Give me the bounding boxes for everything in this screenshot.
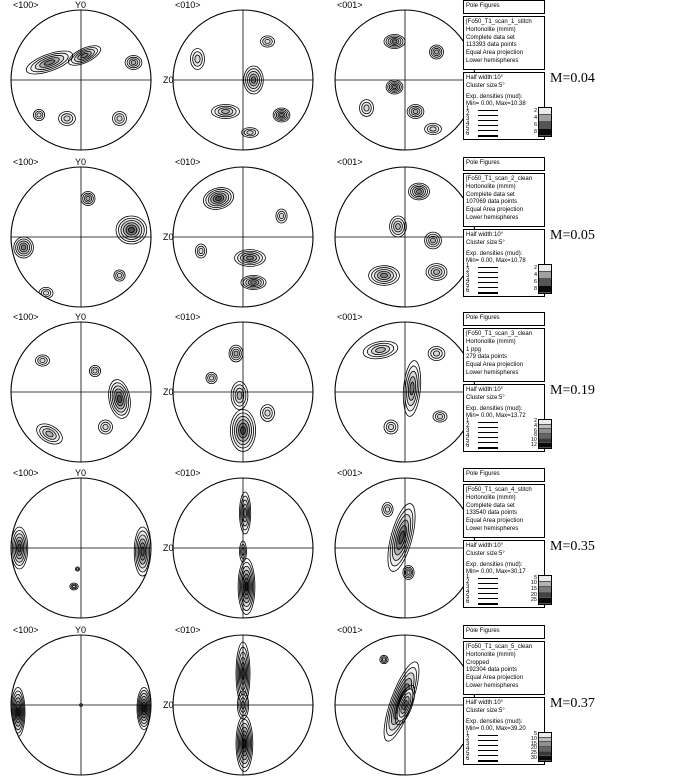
density-key-line [478,292,498,294]
density-key-number: 6 [466,443,470,449]
ramp-step [539,265,551,272]
pole-figures-title: Pole Figures [466,160,500,166]
contour-line [279,213,283,218]
cluster-size-text: Cluster size:5° [466,707,505,714]
density-key-line [478,755,498,756]
pole-figures-title-box [463,625,545,639]
contour-line [385,507,389,512]
ramp-label: 2 [533,264,537,271]
density-key-number: 3 [466,741,470,747]
density-key-number: 4 [466,121,470,127]
density-key-number: 6 [466,131,470,137]
pole-figure [335,157,475,307]
contour-line [117,273,121,277]
density-key-number: 6 [466,756,470,762]
ramp-label: 2 [533,107,537,114]
min-max-text: Min= 0.00, Max=39.20 [466,726,526,733]
contour-line [413,110,418,114]
pole-figures-title: Pole Figures [466,471,500,477]
density-key-number: 2 [466,736,470,742]
dataset-info-lines [466,331,532,378]
contour-line [72,585,75,588]
ramp-step [539,108,551,115]
contour-line [407,571,410,575]
data-points: 113393 data points [466,42,517,49]
half-width-text: Half width:10° [466,232,504,238]
scan-name: [Fo50_T1_scan_4_stitch [466,487,532,493]
contour-line [199,248,203,253]
pole-figure [163,0,313,150]
density-key-number: 3 [466,584,470,590]
ramp-step [539,443,551,448]
exp-densities-text: Exp. densities (mud): [466,405,523,412]
density-key-number: 2 [466,423,470,429]
projection-type: Equal Area projection [466,207,524,214]
ramp-label: 6 [533,427,537,434]
scan-name: [Fo50_T1_scan_1_stitch [466,19,532,25]
contour-line [265,39,270,43]
contour-line [117,116,122,121]
cluster-size-text: Cluster size:5° [466,239,505,246]
phase-name: Hortonolite (mmm) [466,338,516,345]
dataset-info-lines [466,19,532,66]
m-index-value: M=0.35 [550,539,595,554]
exp-densities-text: Exp. densities (mud): [466,561,523,568]
density-key-line [478,740,498,741]
ramp-label: 20 [530,745,537,752]
legend-text [466,387,526,421]
pole-figure [335,312,475,462]
density-key-row [466,600,536,607]
m-index-value: M=0.19 [550,383,595,398]
contour-line [431,238,436,243]
subset-name: Complete data set [466,191,515,198]
data-points: 107069 data points [466,199,518,206]
pole-figure [163,157,313,307]
phase-name: Hortonolite (mmm) [466,183,516,190]
crystal-axis-label: <100> [13,157,39,167]
pole-figure [11,312,151,462]
ramp-label: 8 [533,128,537,135]
exp-densities-text: Exp. densities (mud): [466,718,523,725]
ramp-step [539,272,551,279]
density-key-line [478,130,498,131]
phase-name: Hortonolite (mmm) [466,494,516,501]
density-key-line [478,135,498,137]
contour-line [143,705,145,712]
crystal-axis-label: <100> [13,312,39,322]
pole-figures-title-box [463,157,545,171]
density-key-line [478,422,498,423]
min-max-text: Min= 0.00, Max=30.17 [466,569,526,576]
subset-name: Complete data set [466,34,515,41]
density-key-number: 5 [466,594,470,600]
hemisphere-type: Lower hemispheres [466,682,519,689]
pole-figure [335,0,475,150]
density-key-line [478,447,498,449]
density-key-number: 5 [466,283,470,289]
density-key-line [478,578,498,579]
half-width-text: Half width:10° [466,387,504,393]
density-legend-box [463,384,545,452]
density-key-number: 5 [466,126,470,132]
dataset-info-box [463,328,545,382]
ramp-step [539,122,551,129]
pole-figures-title: Pole Figures [466,3,500,9]
contour-line [209,376,213,380]
ramp-label: 6 [533,278,537,285]
density-key-line [478,760,498,762]
density-key-line [478,110,498,111]
density-key-number: 6 [466,599,470,605]
density-key-number: 1 [466,731,470,737]
legend-text [466,543,526,577]
ramp-label: 10 [530,437,537,443]
pole-figure [11,157,151,307]
ramp-label: 4 [533,423,537,429]
pole-figures-title-box [463,312,545,326]
contour-line [93,369,97,373]
density-key-line [478,120,498,121]
density-key-row [466,132,536,139]
ramp-step [539,279,551,286]
projection-type: Equal Area projection [466,362,524,369]
contour-line [21,245,26,250]
contour-line [364,105,369,111]
half-width-text: Half width:10° [466,700,504,706]
pole-figure [163,468,313,618]
ramp-label: 8 [533,285,537,292]
crystal-axis-label: <100> [13,468,39,478]
z0-label: Z0 [163,543,174,553]
contour-line [43,291,48,295]
hemisphere-type: Lower hemispheres [466,369,519,376]
ramp-label: 5 [533,731,537,738]
grayscale-ramp [538,419,552,449]
dataset-info-box [463,173,545,227]
crystal-axis-label: <001> [337,312,363,322]
contour-line [388,424,393,429]
ramp-step [539,756,551,761]
dataset-info-lines [466,644,532,691]
ramp-label: 6 [533,121,537,128]
y0-label: Y0 [75,312,87,322]
crystal-axis-label: <010> [175,625,201,635]
dataset-info-lines [466,176,532,223]
grayscale-ramp [538,264,552,294]
y0-label: Y0 [75,157,87,167]
contour-line [434,270,440,275]
density-key-line [478,437,498,438]
z0-label: Z0 [163,387,174,397]
projection-type: Equal Area projection [466,518,524,525]
crystal-axis-label: <001> [337,468,363,478]
density-key-number: 1 [466,263,470,269]
exp-densities-text: Exp. densities (mud): [466,93,523,100]
legend-text [466,75,526,109]
density-key-number: 1 [466,574,470,580]
contour-line [76,568,78,570]
y0-label: Y0 [75,625,87,635]
half-width-text: Half width:10° [466,543,504,549]
crystal-axis-label: <010> [175,157,201,167]
projection-type: Equal Area projection [466,675,524,682]
legend-text [466,700,526,734]
scan-name: [Fo50_T1_scan_5_clean [466,644,533,650]
dataset-info-box [463,16,545,70]
density-key-number: 1 [466,106,470,112]
density-key-line [478,427,498,428]
density-key-line [478,442,498,443]
density-key-number: 6 [466,288,470,294]
ramp-label: 8 [533,432,537,439]
y0-label: Y0 [75,0,87,10]
pole-figure [335,468,475,618]
ramp-label: 30 [530,754,537,761]
density-key-number: 4 [466,433,470,439]
density-key-line [478,750,498,751]
pole-figures-title-box [463,0,545,14]
data-points: 133540 data points [466,510,518,517]
density-key-line [478,267,498,268]
pole-figure [11,468,151,618]
density-key-line [478,272,498,273]
m-index-value: M=0.37 [550,696,595,711]
ramp-label: 10 [530,580,537,587]
ramp-step [539,598,551,604]
ramp-label: 15 [530,740,537,747]
contour-line [382,658,385,661]
density-key-number: 2 [466,268,470,274]
contour-line [244,508,247,518]
scan-name: [Fo50_T1_scan_3_clean [466,331,533,337]
density-key-number: 5 [466,751,470,757]
pole-figure [11,625,151,775]
ramp-label: 5 [533,574,537,581]
grayscale-ramp [538,107,552,137]
pole-figure [335,625,475,775]
density-key-line [478,287,498,288]
pole-figure [11,0,151,150]
half-width-text: Half width:10° [466,75,504,81]
contour-line [251,281,257,284]
legend-text [466,232,526,266]
pole-figure [163,625,313,775]
subset-name: 1 ppg [466,346,482,353]
density-key-number: 4 [466,746,470,752]
m-index-value: M=0.04 [550,71,595,86]
contour-line [430,127,436,131]
min-max-text: Min= 0.00, Max=10.38 [466,101,526,108]
density-key-line [478,588,498,589]
dataset-info-lines [466,487,532,534]
cluster-size-text: Cluster size:5° [466,550,505,557]
ramp-label: 25 [530,597,537,604]
density-key-number: 3 [466,428,470,434]
contour-line [246,256,253,260]
ramp-label: 20 [530,591,537,598]
phase-name: Hortonolite (mmm) [466,651,516,658]
crystal-axis-label: <100> [13,625,39,635]
z0-label: Z0 [163,232,174,242]
density-key-number: 3 [466,273,470,279]
density-key-line [478,583,498,584]
crystal-axis-label: <010> [175,0,201,10]
density-key-line [478,282,498,283]
contour-line [417,190,422,194]
z0-label: Z0 [163,75,174,85]
ramp-label: 2 [533,418,537,425]
dataset-info-box [463,641,545,695]
hemisphere-type: Lower hemispheres [466,214,519,221]
density-legend-box [463,697,545,765]
contour-line [128,227,134,232]
pole-figure [163,312,313,462]
z0-label: Z0 [163,700,174,710]
contour-line [393,85,397,88]
density-key-number: 5 [466,438,470,444]
contour-line [392,40,397,43]
density-key-number: 2 [466,111,470,117]
contour-line [396,224,401,230]
crystal-axis-label: <010> [175,312,201,322]
contour-line [131,61,136,65]
density-key-number: 4 [466,589,470,595]
contour-line [245,582,248,591]
contour-line [380,273,387,278]
contour-line [435,50,439,54]
y0-label: Y0 [75,468,87,478]
crystal-axis-label: <001> [337,625,363,635]
min-max-text: Min= 0.00, Max=13.72 [466,413,526,420]
density-legend-box [463,229,545,297]
ramp-label: 25 [530,750,537,756]
contour-line [247,131,253,135]
contour-line [86,197,90,201]
ramp-step [539,286,551,293]
exp-densities-text: Exp. densities (mud): [466,250,523,257]
density-key-line [478,432,498,433]
ramp-label: 10 [530,736,537,742]
ramp-label: 4 [533,271,537,278]
density-key-line [478,735,498,736]
density-key-line [478,125,498,126]
ramp-label: 4 [533,114,537,121]
contour-line [433,351,439,356]
density-key-line [478,745,498,746]
ramp-label: 12 [530,441,537,448]
contour-line [103,424,108,429]
contour-line [222,110,230,114]
contour-line [234,351,238,356]
hemisphere-type: Lower hemispheres [466,525,519,532]
contour-line [265,410,270,416]
contour-line [243,739,246,748]
projection-type: Equal Area projection [466,50,524,57]
density-legend-box [463,72,545,140]
density-key-number: 1 [466,418,470,424]
grayscale-ramp [538,732,552,762]
data-points: 279 data points [466,354,508,361]
density-key-line [478,603,498,605]
pole-figures-title: Pole Figures [466,315,500,321]
crystal-axis-label: <100> [13,0,39,10]
pole-figures-title-box [463,468,545,482]
ramp-label: 15 [530,586,537,592]
pole-figures-title: Pole Figures [466,628,500,634]
cluster-size-text: Cluster size:5° [466,394,505,401]
contour-line [64,116,70,121]
contour-line [437,414,442,418]
contour-line [37,113,41,117]
hemisphere-type: Lower hemispheres [466,57,519,64]
grayscale-ramp [538,575,552,605]
subset-name: Complete data set [466,502,515,509]
density-key-line [478,277,498,278]
density-key-line [478,598,498,599]
ramp-step [539,129,551,136]
subset-name: Cropped [466,659,490,666]
density-key-row [466,289,536,296]
scan-name: [Fo50_T1_scan_2_clean [466,176,533,182]
m-index-value: M=0.05 [550,228,595,243]
contour-line [17,708,19,716]
density-key-line [478,115,498,116]
contour-line [195,55,200,63]
dataset-info-box [463,484,545,538]
crystal-axis-label: <001> [337,157,363,167]
density-key-number: 4 [466,278,470,284]
cluster-size-text: Cluster size:5° [466,82,505,89]
ramp-step [539,115,551,122]
density-legend-box [463,540,545,608]
crystal-axis-label: <010> [175,468,201,478]
min-max-text: Min= 0.00, Max=10.78 [466,258,526,265]
density-key-number: 3 [466,116,470,122]
contour-line [280,113,284,116]
contour-line [40,358,45,362]
phase-name: Hortonolite (mmm) [466,26,516,33]
data-points: 192304 data points [466,667,518,674]
density-key-line [478,593,498,594]
contour-line [237,392,242,400]
crystal-axis-label: <001> [337,0,363,10]
density-key-number: 2 [466,579,470,585]
